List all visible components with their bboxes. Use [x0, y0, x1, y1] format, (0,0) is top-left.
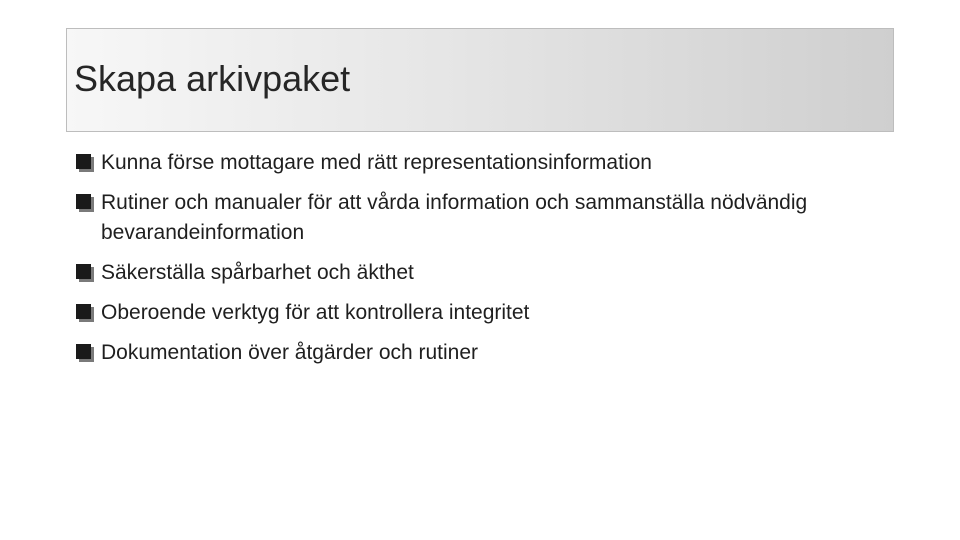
checkbox-square-bullet-icon	[76, 344, 91, 359]
bullet-text: Säkerställa spårbarhet och äkthet	[101, 261, 414, 284]
bullet-text: Kunna förse mottagare med rätt representationsinformation	[101, 151, 652, 174]
title-banner	[66, 28, 894, 132]
list-item	[74, 258, 874, 288]
list-item	[74, 188, 874, 248]
checkbox-square-bullet-icon	[76, 154, 91, 169]
checkbox-square-bullet-icon	[76, 194, 91, 209]
bullet-text: Oberoende verktyg för att kontrollera integritet	[101, 301, 530, 324]
bullet-text: Rutiner och manualer för att vårda information och sammanställa nödvändig bevarandeinformation	[101, 191, 808, 244]
slide-title: Skapa arkivpaket	[74, 58, 351, 99]
list-item	[74, 148, 874, 178]
list-item	[74, 298, 874, 328]
checkbox-square-bullet-icon	[76, 304, 91, 319]
bullet-list	[74, 148, 874, 378]
checkbox-square-bullet-icon	[76, 264, 91, 279]
bullet-text: Dokumentation över åtgärder och rutiner	[101, 341, 479, 364]
list-item	[74, 338, 874, 368]
